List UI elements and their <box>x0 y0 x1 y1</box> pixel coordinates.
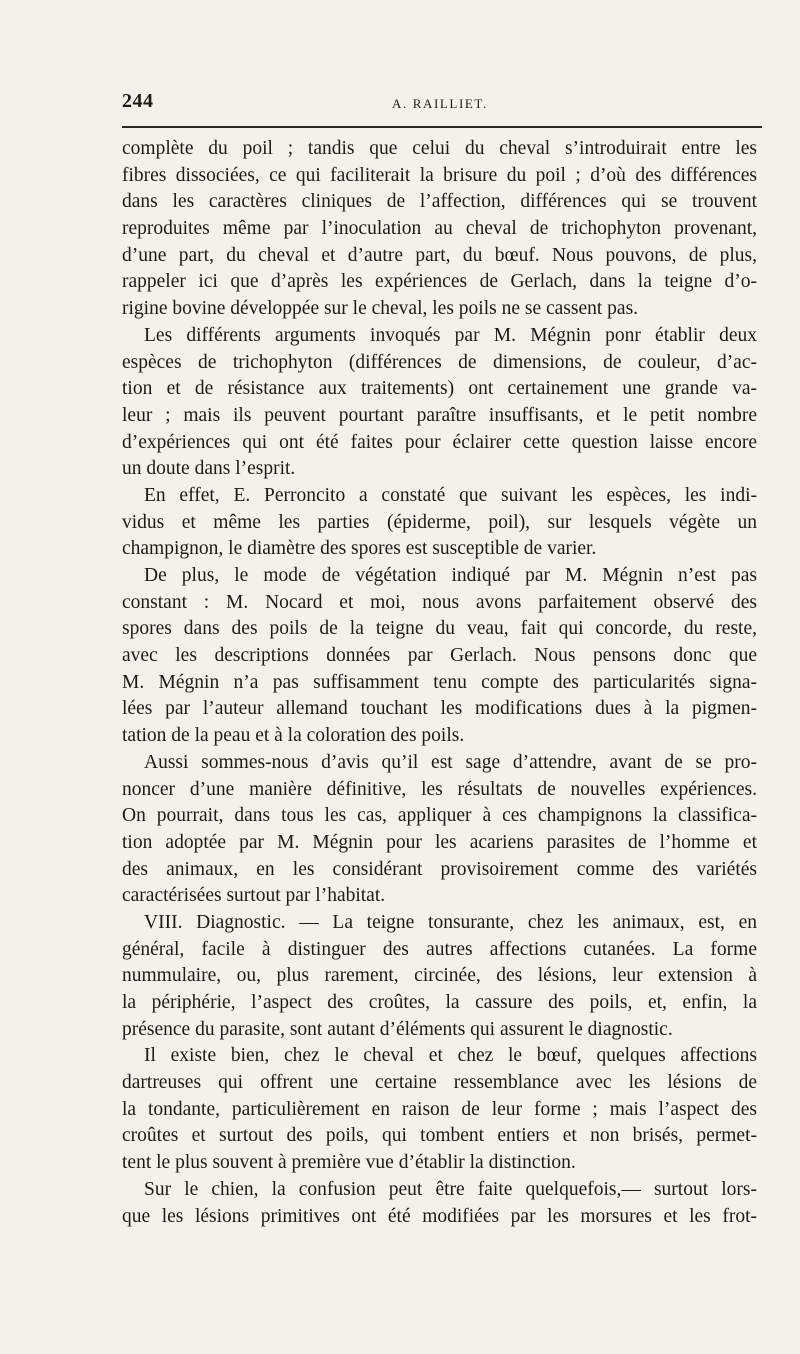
text-line: espèces de trichophyton (différences de dimensions, de couleur, d’ac- <box>122 351 757 373</box>
text-line: général, facile à distinguer des autres affections cutanées. La forme <box>122 938 757 960</box>
text-line: nummulaire, ou, plus rarement, circinée, des lésions, leur extension à <box>122 965 757 987</box>
text-line: On pourrait, dans tous les cas, appliquer à ces champignons la classifica- <box>122 805 757 827</box>
text-line: la périphérie, l’aspect des croûtes, la cassure des poils, et, enfin, la <box>122 992 757 1013</box>
text-line: avec les descriptions données par Gerlach. Nous pensons donc que <box>122 645 757 667</box>
text-line: spores dans des poils de la teigne du veau, fait qui concorde, du reste, <box>122 618 757 640</box>
text-line: champignon, le diamètre des spores est susceptible de varier. <box>122 538 597 560</box>
text-line: reproduites même par l’inoculation au cheval de trichophyton provenant, <box>122 218 757 240</box>
page-header <box>122 90 762 116</box>
text-line: des animaux, en les considérant provisoirement comme des variétés <box>122 858 757 880</box>
text-line: d’expériences qui ont été faites pour éclairer cette question laisse encore <box>122 431 757 453</box>
text-line: croûtes et surtout des poils, qui tombent entiers et non brisés, permet- <box>122 1125 757 1147</box>
text-line: complète du poil ; tandis que celui du cheval s’introduirait entre les <box>122 138 757 159</box>
text-line: vidus et même les parties (épiderme, poil), sur lesquels végète un <box>122 511 757 533</box>
text-line: tion adoptée par M. Mégnin pour les acariens parasites de l’homme et <box>122 831 757 853</box>
text-line: noncer d’une manière définitive, les résultats de nouvelles expériences. <box>122 778 757 800</box>
page-number: 244 <box>122 90 154 112</box>
body-text <box>122 136 757 1230</box>
running-head: A. RAILLIET. <box>392 96 488 111</box>
text-line: En effet, E. Perroncito a constaté que suivant les espèces, les indi- <box>144 484 757 506</box>
text-line: tion et de résistance aux traitements) ont certainement une grande va- <box>122 378 757 400</box>
text-line: Il existe bien, chez le cheval et chez le bœuf, quelques affections <box>144 1045 757 1067</box>
text-line: rappeler ici que d’après les expériences de Gerlach, dans la teigne d’o- <box>122 271 757 293</box>
header-rule <box>122 126 762 128</box>
text-line: Sur le chien, la confusion peut être faite quelquefois,— surtout lors- <box>144 1178 757 1200</box>
text-line: caractérisées surtout par l’habitat. <box>122 885 386 907</box>
text-line: fibres dissociées, ce qui faciliterait la brisure du poil ; d’où des différences <box>122 164 757 186</box>
text-line: un doute dans l’esprit. <box>122 458 296 480</box>
text-line: Les différents arguments invoqués par M. Mégnin ponr établir deux <box>144 324 757 346</box>
text-line: De plus, le mode de végétation indiqué par M. Mégnin n’est pas <box>144 565 757 586</box>
text-line: M. Mégnin n’a pas suffisamment tenu compte des particularités signa- <box>122 671 757 693</box>
text-line: dartreuses qui offrent une certaine ressemblance avec les lésions de <box>122 1072 757 1094</box>
text-line: leur ; mais ils peuvent pourtant paraître insuffisants, et le petit nombre <box>122 404 757 426</box>
text-line: tation de la peau et à la coloration des poils. <box>122 725 465 747</box>
text-line: tent le plus souvent à première vue d’établir la distinction. <box>122 1152 576 1174</box>
text-line: présence du parasite, sont autant d’éléments qui assurent le diagnostic. <box>122 1018 673 1040</box>
text-line: VIII. Diagnostic. — La teigne tonsurante, chez les animaux, est, en <box>144 911 757 933</box>
text-line: constant : M. Nocard et moi, nous avons parfaitement observé des <box>122 591 757 613</box>
text-line: rigine bovine développée sur le cheval, les poils ne se cassent pas. <box>122 298 639 320</box>
text-line: lées par l’auteur allemand touchant les modifications dues à la pigmen- <box>122 698 757 720</box>
text-line: la tondante, particulièrement en raison de leur forme ; mais l’aspect des <box>122 1098 757 1120</box>
text-line: Aussi sommes-nous d’avis qu’il est sage d’attendre, avant de se pro- <box>144 751 757 773</box>
text-line: que les lésions primitives ont été modifiées par les morsures et les frot- <box>122 1205 757 1227</box>
text-line: dans les caractères cliniques de l’affection, différences qui se trouvent <box>122 191 757 213</box>
text-line: d’une part, du cheval et d’autre part, du bœuf. Nous pouvons, de plus, <box>122 244 757 266</box>
